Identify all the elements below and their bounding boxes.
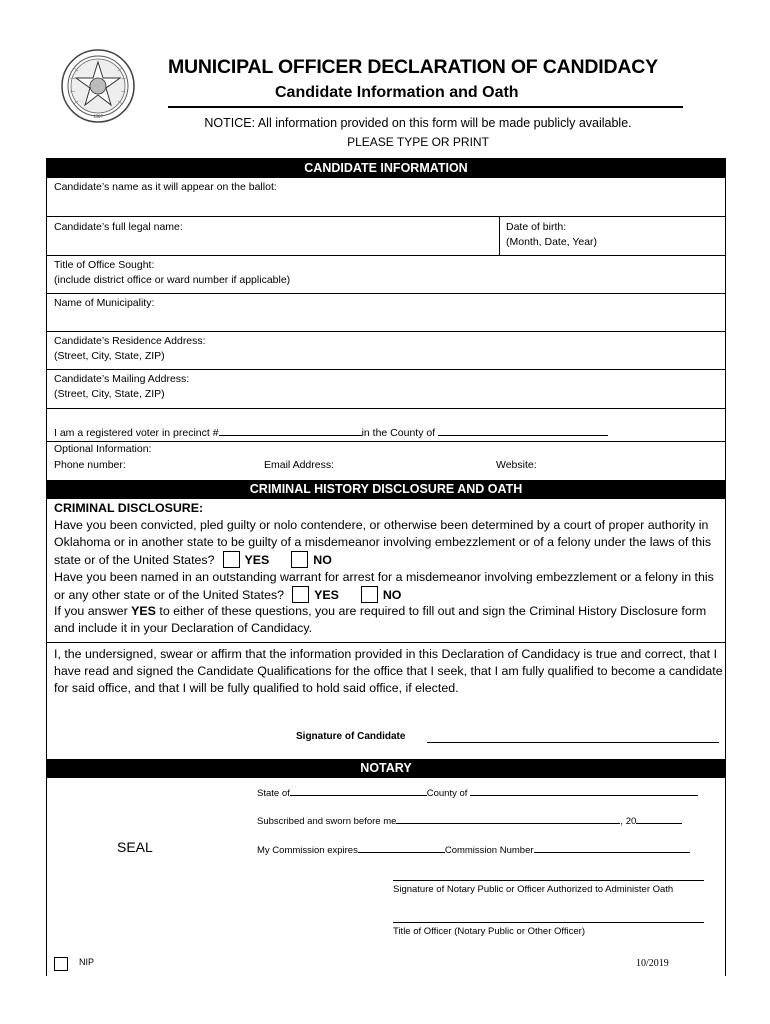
form-subtitle: Candidate Information and Oath: [275, 84, 519, 101]
q2-no-label: NO: [382, 588, 402, 602]
disclosure-instruction: [54, 603, 724, 637]
dob-format-label: (Month, Date, Year): [506, 236, 598, 248]
nip-checkbox[interactable]: [54, 957, 68, 971]
email-field[interactable]: Email Address:: [264, 459, 335, 471]
candidate-signature-label: Signature of Candidate: [296, 731, 406, 742]
q2-yes-checkbox[interactable]: [292, 586, 309, 603]
date-of-birth-field[interactable]: [500, 217, 726, 255]
instruction-text: If you answer: [54, 604, 132, 618]
ballot-name-field[interactable]: [47, 178, 725, 217]
form-title: MUNICIPAL OFFICER DECLARATION OF CANDIDACY: [168, 56, 658, 78]
q2-yes-label: YES: [314, 588, 339, 602]
state-label: State of: [257, 788, 290, 799]
ballot-name-label: Candidate’s name as it will appear on the ballot:: [54, 181, 277, 193]
subscribed-line: [257, 813, 682, 827]
office-sought-label: Title of Office Sought:: [54, 259, 155, 271]
municipality-field[interactable]: [47, 294, 725, 331]
mailing-address-hint: (Street, City, State, ZIP): [54, 388, 165, 400]
q1-yes-label: YES: [244, 553, 270, 567]
question-two-text: Have you been named in an outstanding warrant for arrest for a misdemeanor involving embezzlement or a felony in this or any other state or of the United States?: [54, 570, 714, 602]
svg-text:1907: 1907: [93, 115, 103, 120]
website-field[interactable]: Website:: [496, 459, 537, 471]
row-divider: [47, 642, 725, 643]
mailing-address-field[interactable]: [47, 370, 725, 408]
commission-number-input[interactable]: [534, 842, 690, 853]
notary-seal-area: [47, 778, 243, 977]
residence-address-hint: (Street, City, State, ZIP): [54, 350, 165, 362]
legal-name-label: Candidate’s full legal name:: [54, 221, 183, 233]
notary-heading: NOTARY: [47, 759, 725, 778]
state-county-line: [257, 785, 698, 799]
notary-signature-label: Signature of Notary Public or Officer Authorized to Administer Oath: [393, 884, 674, 895]
q1-no-checkbox[interactable]: [291, 551, 308, 568]
criminal-disclosure-subheading: CRIMINAL DISCLOSURE:: [54, 501, 204, 515]
residence-address-label: Candidate’s Residence Address:: [54, 335, 206, 347]
notary-county-input[interactable]: [470, 785, 698, 796]
dob-label: Date of birth:: [506, 221, 567, 233]
mailing-address-label: Candidate’s Mailing Address:: [54, 373, 190, 385]
candidate-signature-line[interactable]: [427, 742, 719, 743]
public-notice: NOTICE: All information provided on this form will be made publicly available.: [204, 116, 632, 130]
subscribed-label: Subscribed and sworn before me: [257, 816, 397, 827]
year-prefix: , 20: [620, 816, 637, 827]
title-divider: [168, 106, 683, 108]
municipality-label: Name of Municipality:: [54, 297, 155, 309]
optional-info-label: Optional Information:: [54, 443, 152, 455]
office-sought-hint: (include district office or ward number if applicable): [54, 274, 291, 286]
phone-field[interactable]: Phone number:: [54, 459, 126, 471]
office-sought-field[interactable]: [47, 256, 725, 293]
candidate-info-heading: CANDIDATE INFORMATION: [47, 159, 725, 178]
revision-date: 10/2019: [636, 958, 669, 969]
voter-precinct-label: I am a registered voter in precinct #: [54, 427, 219, 439]
legal-name-field[interactable]: [47, 217, 499, 255]
voter-registration-line: [54, 425, 608, 441]
commission-expires-label: My Commission expires: [257, 845, 358, 856]
sworn-date-input[interactable]: [396, 813, 620, 824]
criminal-history-heading: CRIMINAL HISTORY DISCLOSURE AND OATH: [47, 480, 725, 499]
instruction-yes: YES: [131, 604, 156, 618]
county-input[interactable]: [438, 425, 608, 436]
question-one: [54, 517, 724, 569]
oath-statement: I, the undersigned, swear or affirm that the information provided in this Declaration of Candidacy is true and correct, that I have read and signed the Candidate Qualifications for the office that I seek, that I am fully qualified to become a candidate for said office, and that I will be fully qualified to hold said office, if elected.: [54, 647, 723, 695]
precinct-number-input[interactable]: [219, 425, 362, 436]
commission-expires-input[interactable]: [358, 842, 445, 853]
q2-no-checkbox[interactable]: [361, 586, 378, 603]
voter-county-label: in the County of: [361, 427, 436, 439]
officer-title-label: Title of Officer (Notary Public or Other Officer): [393, 926, 585, 937]
q1-yes-checkbox[interactable]: [223, 551, 240, 568]
notary-signature-line[interactable]: [393, 880, 704, 881]
instruction-text-cont: to either of these questions, you are required to fill out and sign the Criminal History Disclosure form and include it in your Declaration of Candidacy.: [54, 604, 707, 635]
row-divider: [47, 408, 725, 409]
declaration-form: [46, 158, 726, 976]
commission-line: [257, 842, 690, 856]
county-label: County of: [426, 788, 468, 799]
question-two: [54, 569, 724, 604]
seal-label: SEAL: [117, 839, 153, 855]
print-instruction: PLEASE TYPE OR PRINT: [347, 135, 489, 149]
residence-address-field[interactable]: [47, 332, 725, 369]
question-one-text: Have you been convicted, pled guilty or nolo contendere, or otherwise been determined by a court of proper authority in Oklahoma or in another state to be guilty of a misdemeanor involving embezzlement or of a felony under the laws of this state or of the United States?: [54, 518, 712, 567]
commission-number-label: Commission Number: [444, 845, 534, 856]
nip-label: NIP: [79, 957, 95, 967]
q1-no-label: NO: [313, 553, 332, 567]
state-input[interactable]: [290, 785, 427, 796]
officer-title-line[interactable]: [393, 922, 704, 923]
year-input[interactable]: [636, 813, 682, 824]
state-seal-icon: [60, 48, 136, 124]
